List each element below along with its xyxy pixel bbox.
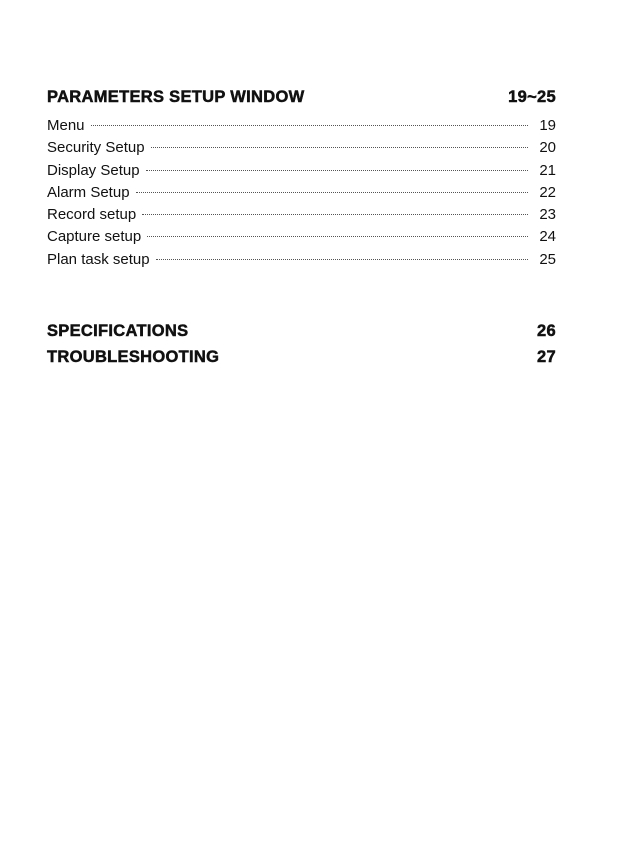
toc-entry[interactable]: [47, 139, 556, 161]
toc-entry[interactable]: [47, 251, 556, 273]
dot-leader: [136, 192, 528, 193]
dot-leader: [91, 125, 528, 126]
entry-label: Record setup: [47, 206, 137, 224]
entry-label: Display Setup: [47, 161, 140, 179]
entry-label: Capture setup: [47, 228, 142, 246]
entry-page: 22: [539, 183, 556, 201]
entry-label: Security Setup: [47, 139, 145, 157]
section-pages: 27: [537, 348, 556, 366]
entry-page: 21: [539, 161, 556, 179]
dot-leader: [151, 147, 528, 148]
section-title: TROUBLESHOOTING: [47, 348, 220, 366]
entry-page: 25: [539, 250, 556, 268]
toc-entry-list: [47, 117, 556, 273]
toc-section-troubleshooting[interactable]: [47, 348, 556, 367]
section-pages: 26: [537, 322, 556, 340]
dot-leader: [156, 259, 528, 260]
entry-page: 24: [539, 228, 556, 246]
toc-entry[interactable]: [47, 228, 556, 250]
entry-page: 20: [539, 139, 556, 157]
dot-leader: [146, 170, 528, 171]
toc-section-specifications[interactable]: [47, 322, 556, 341]
dot-leader: [142, 214, 528, 215]
dot-leader: [147, 236, 528, 237]
entry-label: Plan task setup: [47, 250, 150, 268]
toc-entry[interactable]: [47, 184, 556, 206]
toc-section-parameters[interactable]: [47, 88, 556, 107]
toc-entry[interactable]: [47, 162, 556, 184]
entry-label: Alarm Setup: [47, 183, 130, 201]
toc-entry[interactable]: [47, 117, 556, 139]
entry-page: 23: [539, 206, 556, 224]
section-title: PARAMETERS SETUP WINDOW: [47, 88, 305, 106]
entry-page: 19: [539, 117, 556, 134]
section-pages: 19~25: [508, 88, 556, 106]
section-title: SPECIFICATIONS: [47, 322, 189, 340]
toc-entry[interactable]: [47, 206, 556, 228]
entry-label: Menu: [47, 117, 85, 134]
